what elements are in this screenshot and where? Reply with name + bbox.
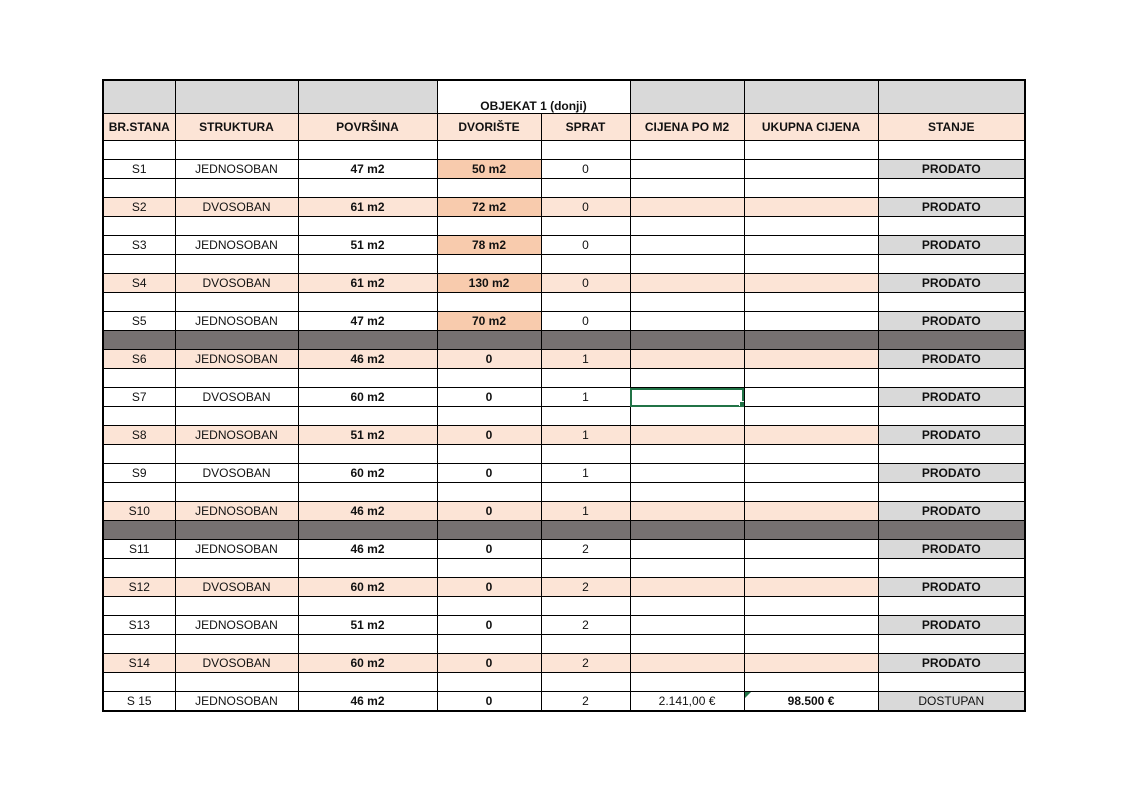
empty-cell[interactable]	[744, 521, 878, 540]
area-cell[interactable]: 60 m2	[298, 578, 437, 597]
empty-cell[interactable]	[630, 179, 744, 198]
price-per-m2-cell[interactable]	[630, 654, 744, 673]
empty-cell[interactable]	[878, 559, 1025, 578]
structure-cell[interactable]: DVOSOBAN	[175, 464, 298, 483]
empty-cell[interactable]	[437, 673, 541, 692]
floor-cell[interactable]: 1	[541, 350, 630, 369]
floor-cell[interactable]: 2	[541, 692, 630, 712]
empty-cell[interactable]	[298, 369, 437, 388]
empty-cell[interactable]	[541, 597, 630, 616]
status-cell[interactable]: PRODATO	[878, 274, 1025, 293]
empty-cell[interactable]	[437, 179, 541, 198]
table-row	[103, 236, 1025, 255]
total-price-cell[interactable]	[744, 540, 878, 559]
empty-cell[interactable]	[298, 293, 437, 312]
header-total-price[interactable]: UKUPNA CIJENA	[744, 114, 878, 141]
apartment-number-cell[interactable]: S5	[103, 312, 175, 331]
empty-cell[interactable]	[541, 635, 630, 654]
apartment-number-cell[interactable]: S3	[103, 236, 175, 255]
floor-cell[interactable]: 0	[541, 274, 630, 293]
empty-cell[interactable]	[630, 635, 744, 654]
cell[interactable]	[103, 80, 175, 114]
total-price-cell[interactable]	[744, 198, 878, 217]
status-cell[interactable]: PRODATO	[878, 540, 1025, 559]
structure-cell[interactable]: DVOSOBAN	[175, 578, 298, 597]
total-price-cell[interactable]	[744, 312, 878, 331]
empty-cell[interactable]	[437, 483, 541, 502]
empty-cell[interactable]	[103, 407, 175, 426]
empty-cell[interactable]	[541, 407, 630, 426]
floor-cell[interactable]: 0	[541, 160, 630, 179]
empty-cell[interactable]	[103, 445, 175, 464]
empty-cell[interactable]	[630, 293, 744, 312]
table-row	[103, 692, 1025, 712]
empty-cell[interactable]	[630, 521, 744, 540]
table-row	[103, 312, 1025, 331]
empty-cell[interactable]	[298, 597, 437, 616]
empty-cell[interactable]	[175, 331, 298, 350]
empty-cell[interactable]	[878, 407, 1025, 426]
empty-cell[interactable]	[298, 217, 437, 236]
apartment-number-cell[interactable]: S14	[103, 654, 175, 673]
yard-cell[interactable]: 0	[437, 388, 541, 407]
empty-cell[interactable]	[103, 217, 175, 236]
empty-cell[interactable]	[744, 407, 878, 426]
structure-cell[interactable]: JEDNOSOBAN	[175, 236, 298, 255]
spacer-row	[103, 141, 1025, 160]
status-cell[interactable]: PRODATO	[878, 502, 1025, 521]
table-row	[103, 616, 1025, 635]
spacer-row	[103, 255, 1025, 274]
price-per-m2-cell[interactable]	[630, 426, 744, 445]
structure-cell[interactable]: JEDNOSOBAN	[175, 616, 298, 635]
area-cell[interactable]: 46 m2	[298, 692, 437, 712]
price-per-m2-cell[interactable]	[630, 274, 744, 293]
empty-cell[interactable]	[744, 141, 878, 160]
apartment-table	[102, 79, 1026, 712]
empty-cell[interactable]	[878, 217, 1025, 236]
selection-fill-handle[interactable]	[739, 401, 745, 407]
empty-cell[interactable]	[298, 521, 437, 540]
header-area[interactable]: POVRŠINA	[298, 114, 437, 141]
area-cell[interactable]: 51 m2	[298, 426, 437, 445]
area-cell[interactable]: 60 m2	[298, 654, 437, 673]
empty-cell[interactable]	[175, 369, 298, 388]
spacer-row	[103, 369, 1025, 388]
empty-cell[interactable]	[878, 369, 1025, 388]
total-price-cell[interactable]	[744, 616, 878, 635]
empty-cell[interactable]	[175, 483, 298, 502]
empty-cell[interactable]	[175, 597, 298, 616]
status-cell[interactable]: PRODATO	[878, 464, 1025, 483]
spacer-row	[103, 217, 1025, 236]
area-cell[interactable]: 46 m2	[298, 540, 437, 559]
status-cell[interactable]: PRODATO	[878, 236, 1025, 255]
empty-cell[interactable]	[175, 255, 298, 274]
price-per-m2-cell[interactable]	[630, 540, 744, 559]
price-per-m2-cell[interactable]	[630, 502, 744, 521]
area-cell[interactable]: 46 m2	[298, 502, 437, 521]
empty-cell[interactable]	[744, 293, 878, 312]
floor-cell[interactable]: 1	[541, 502, 630, 521]
empty-cell[interactable]	[541, 141, 630, 160]
empty-cell[interactable]	[744, 331, 878, 350]
spacer-row	[103, 559, 1025, 578]
empty-cell[interactable]	[541, 521, 630, 540]
total-price-cell[interactable]	[744, 350, 878, 369]
area-cell[interactable]: 46 m2	[298, 350, 437, 369]
empty-cell[interactable]	[175, 559, 298, 578]
table-title[interactable]: OBJEKAT 1 (donji)	[437, 80, 630, 114]
total-price-cell[interactable]	[744, 502, 878, 521]
empty-cell[interactable]	[630, 597, 744, 616]
empty-cell[interactable]	[630, 255, 744, 274]
spacer-row	[103, 483, 1025, 502]
empty-cell[interactable]	[437, 369, 541, 388]
structure-cell[interactable]: JEDNOSOBAN	[175, 502, 298, 521]
yard-cell[interactable]: 50 m2	[437, 160, 541, 179]
table-row	[103, 578, 1025, 597]
empty-cell[interactable]	[878, 331, 1025, 350]
spacer-row	[103, 179, 1025, 198]
yard-cell[interactable]: 0	[437, 540, 541, 559]
total-price-cell[interactable]	[744, 160, 878, 179]
status-cell[interactable]: PRODATO	[878, 312, 1025, 331]
structure-cell[interactable]: JEDNOSOBAN	[175, 540, 298, 559]
empty-cell[interactable]	[103, 597, 175, 616]
header-structure[interactable]: STRUKTURA	[175, 114, 298, 141]
yard-cell[interactable]: 0	[437, 464, 541, 483]
yard-cell[interactable]: 72 m2	[437, 198, 541, 217]
floor-cell[interactable]: 0	[541, 312, 630, 331]
floor-cell[interactable]: 0	[541, 236, 630, 255]
table-row	[103, 160, 1025, 179]
price-per-m2-cell[interactable]	[630, 198, 744, 217]
table-row	[103, 502, 1025, 521]
empty-cell[interactable]	[298, 445, 437, 464]
empty-cell[interactable]	[630, 559, 744, 578]
structure-cell[interactable]: DVOSOBAN	[175, 654, 298, 673]
empty-cell[interactable]	[175, 407, 298, 426]
cell[interactable]	[744, 80, 878, 114]
apartment-number-cell[interactable]: S4	[103, 274, 175, 293]
empty-cell[interactable]	[437, 255, 541, 274]
table-row	[103, 274, 1025, 293]
empty-cell[interactable]	[103, 635, 175, 654]
structure-cell[interactable]: DVOSOBAN	[175, 198, 298, 217]
empty-cell[interactable]	[630, 673, 744, 692]
empty-cell[interactable]	[541, 293, 630, 312]
empty-cell[interactable]	[878, 293, 1025, 312]
yard-cell[interactable]: 0	[437, 426, 541, 445]
empty-cell[interactable]	[103, 293, 175, 312]
area-cell[interactable]: 61 m2	[298, 274, 437, 293]
spacer-row	[103, 445, 1025, 464]
structure-cell[interactable]: DVOSOBAN	[175, 388, 298, 407]
title-row	[103, 80, 1025, 114]
empty-cell[interactable]	[437, 407, 541, 426]
floor-cell[interactable]: 2	[541, 540, 630, 559]
empty-cell[interactable]	[541, 331, 630, 350]
status-cell[interactable]: PRODATO	[878, 578, 1025, 597]
area-cell[interactable]: 47 m2	[298, 312, 437, 331]
empty-cell[interactable]	[878, 179, 1025, 198]
empty-cell[interactable]	[630, 331, 744, 350]
total-price-cell[interactable]	[744, 274, 878, 293]
status-cell[interactable]: PRODATO	[878, 350, 1025, 369]
cell[interactable]	[298, 80, 437, 114]
empty-cell[interactable]	[541, 255, 630, 274]
empty-cell[interactable]	[298, 407, 437, 426]
floor-cell[interactable]: 2	[541, 578, 630, 597]
empty-cell[interactable]	[878, 445, 1025, 464]
empty-cell[interactable]	[298, 255, 437, 274]
empty-cell[interactable]	[437, 293, 541, 312]
empty-cell[interactable]	[744, 597, 878, 616]
structure-cell[interactable]: JEDNOSOBAN	[175, 692, 298, 712]
empty-cell[interactable]	[630, 369, 744, 388]
empty-cell[interactable]	[744, 483, 878, 502]
total-price-cell[interactable]	[744, 578, 878, 597]
total-price-cell[interactable]	[744, 426, 878, 445]
status-cell[interactable]: PRODATO	[878, 160, 1025, 179]
floor-cell[interactable]: 1	[541, 388, 630, 407]
apartment-number-cell[interactable]: S6	[103, 350, 175, 369]
empty-cell[interactable]	[541, 559, 630, 578]
empty-cell[interactable]	[103, 369, 175, 388]
empty-cell[interactable]	[744, 673, 878, 692]
price-per-m2-cell[interactable]	[630, 160, 744, 179]
spacer-row	[103, 635, 1025, 654]
price-per-m2-cell[interactable]	[630, 578, 744, 597]
area-cell[interactable]: 60 m2	[298, 388, 437, 407]
yard-cell[interactable]: 0	[437, 616, 541, 635]
cell[interactable]	[175, 80, 298, 114]
empty-cell[interactable]	[878, 635, 1025, 654]
empty-cell[interactable]	[744, 217, 878, 236]
status-cell[interactable]: DOSTUPAN	[878, 692, 1025, 712]
empty-cell[interactable]	[630, 445, 744, 464]
area-cell[interactable]: 60 m2	[298, 464, 437, 483]
spacer-row	[103, 293, 1025, 312]
empty-cell[interactable]	[103, 559, 175, 578]
total-price-cell[interactable]	[744, 464, 878, 483]
apartment-number-cell[interactable]: S9	[103, 464, 175, 483]
floor-cell[interactable]: 2	[541, 654, 630, 673]
empty-cell[interactable]	[437, 559, 541, 578]
price-per-m2-cell[interactable]: 2.141,00 €	[630, 692, 744, 712]
empty-cell[interactable]	[298, 559, 437, 578]
apartment-number-cell[interactable]: S7	[103, 388, 175, 407]
empty-cell[interactable]	[298, 635, 437, 654]
table-row	[103, 654, 1025, 673]
empty-cell[interactable]	[878, 141, 1025, 160]
table-row	[103, 198, 1025, 217]
status-cell[interactable]: PRODATO	[878, 654, 1025, 673]
empty-cell[interactable]	[437, 635, 541, 654]
empty-cell[interactable]	[103, 179, 175, 198]
structure-cell[interactable]: JEDNOSOBAN	[175, 312, 298, 331]
empty-cell[interactable]	[298, 673, 437, 692]
yard-cell[interactable]: 0	[437, 692, 541, 712]
area-cell[interactable]: 47 m2	[298, 160, 437, 179]
header-row	[103, 114, 1025, 141]
price-per-m2-cell[interactable]	[630, 312, 744, 331]
empty-cell[interactable]	[744, 635, 878, 654]
empty-cell[interactable]	[630, 141, 744, 160]
empty-cell[interactable]	[744, 445, 878, 464]
apartment-number-cell[interactable]: S13	[103, 616, 175, 635]
yard-cell[interactable]: 0	[437, 578, 541, 597]
table-row	[103, 388, 1025, 407]
yard-cell[interactable]: 130 m2	[437, 274, 541, 293]
cell[interactable]	[878, 80, 1025, 114]
floor-cell[interactable]: 1	[541, 464, 630, 483]
empty-cell[interactable]	[630, 483, 744, 502]
empty-cell[interactable]	[541, 673, 630, 692]
empty-cell[interactable]	[298, 331, 437, 350]
empty-cell[interactable]	[298, 483, 437, 502]
area-cell[interactable]: 51 m2	[298, 616, 437, 635]
yard-cell[interactable]: 0	[437, 654, 541, 673]
total-price-cell[interactable]	[744, 388, 878, 407]
empty-cell[interactable]	[437, 521, 541, 540]
table-row	[103, 426, 1025, 445]
total-price-cell[interactable]	[744, 236, 878, 255]
spacer-row	[103, 407, 1025, 426]
floor-separator-row	[103, 331, 1025, 350]
empty-cell[interactable]	[103, 255, 175, 274]
empty-cell[interactable]	[744, 559, 878, 578]
apartment-number-cell[interactable]: S11	[103, 540, 175, 559]
header-apartment-number[interactable]: BR.STANA	[103, 114, 175, 141]
empty-cell[interactable]	[175, 141, 298, 160]
structure-cell[interactable]: JEDNOSOBAN	[175, 160, 298, 179]
empty-cell[interactable]	[298, 179, 437, 198]
empty-cell[interactable]	[103, 331, 175, 350]
empty-cell[interactable]	[744, 255, 878, 274]
empty-cell[interactable]	[175, 521, 298, 540]
yard-cell[interactable]: 78 m2	[437, 236, 541, 255]
empty-cell[interactable]	[541, 217, 630, 236]
floor-cell[interactable]: 1	[541, 426, 630, 445]
empty-cell[interactable]	[437, 597, 541, 616]
status-cell[interactable]: PRODATO	[878, 388, 1025, 407]
empty-cell[interactable]	[541, 445, 630, 464]
apartment-number-cell[interactable]: S2	[103, 198, 175, 217]
area-cell[interactable]: 51 m2	[298, 236, 437, 255]
structure-cell[interactable]: DVOSOBAN	[175, 274, 298, 293]
yard-cell[interactable]: 0	[437, 502, 541, 521]
empty-cell[interactable]	[437, 141, 541, 160]
empty-cell[interactable]	[298, 141, 437, 160]
empty-cell[interactable]	[878, 521, 1025, 540]
empty-cell[interactable]	[630, 217, 744, 236]
area-cell[interactable]: 61 m2	[298, 198, 437, 217]
empty-cell[interactable]	[437, 445, 541, 464]
yard-cell[interactable]: 70 m2	[437, 312, 541, 331]
empty-cell[interactable]	[175, 217, 298, 236]
empty-cell[interactable]	[103, 483, 175, 502]
header-status[interactable]: STANJE	[878, 114, 1025, 141]
yard-cell[interactable]: 0	[437, 350, 541, 369]
total-price-cell[interactable]	[744, 654, 878, 673]
status-cell[interactable]: PRODATO	[878, 198, 1025, 217]
empty-cell[interactable]	[541, 369, 630, 388]
price-per-m2-cell[interactable]	[630, 464, 744, 483]
empty-cell[interactable]	[878, 673, 1025, 692]
empty-cell[interactable]	[103, 673, 175, 692]
price-per-m2-cell[interactable]	[630, 236, 744, 255]
table-row	[103, 464, 1025, 483]
floor-cell[interactable]: 2	[541, 616, 630, 635]
status-cell[interactable]: PRODATO	[878, 426, 1025, 445]
table-row	[103, 350, 1025, 369]
empty-cell[interactable]	[175, 635, 298, 654]
empty-cell[interactable]	[878, 255, 1025, 274]
empty-cell[interactable]	[175, 179, 298, 198]
structure-cell[interactable]: JEDNOSOBAN	[175, 350, 298, 369]
empty-cell[interactable]	[541, 179, 630, 198]
price-per-m2-cell[interactable]	[630, 388, 744, 407]
empty-cell[interactable]	[744, 179, 878, 198]
structure-cell[interactable]: JEDNOSOBAN	[175, 426, 298, 445]
spacer-row	[103, 597, 1025, 616]
price-per-m2-cell[interactable]	[630, 350, 744, 369]
empty-cell[interactable]	[541, 483, 630, 502]
floor-separator-row	[103, 521, 1025, 540]
header-price-per-m2[interactable]: CIJENA PO M2	[630, 114, 744, 141]
empty-cell[interactable]	[103, 521, 175, 540]
empty-cell[interactable]	[744, 369, 878, 388]
apartment-number-cell[interactable]: S 15	[103, 692, 175, 712]
empty-cell[interactable]	[103, 141, 175, 160]
empty-cell[interactable]	[630, 407, 744, 426]
empty-cell[interactable]	[175, 445, 298, 464]
cell[interactable]	[630, 80, 744, 114]
empty-cell[interactable]	[437, 217, 541, 236]
floor-cell[interactable]: 0	[541, 198, 630, 217]
empty-cell[interactable]	[175, 293, 298, 312]
empty-cell[interactable]	[878, 597, 1025, 616]
header-yard[interactable]: DVORIŠTE	[437, 114, 541, 141]
header-floor[interactable]: SPRAT	[541, 114, 630, 141]
apartment-number-cell[interactable]: S10	[103, 502, 175, 521]
spacer-row	[103, 673, 1025, 692]
apartment-number-cell[interactable]: S12	[103, 578, 175, 597]
total-price-cell[interactable]: 98.500 €	[744, 692, 878, 712]
apartment-number-cell[interactable]: S8	[103, 426, 175, 445]
status-cell[interactable]: PRODATO	[878, 616, 1025, 635]
empty-cell[interactable]	[437, 331, 541, 350]
formula-warning-icon	[745, 692, 751, 698]
price-per-m2-cell[interactable]	[630, 616, 744, 635]
empty-cell[interactable]	[878, 483, 1025, 502]
empty-cell[interactable]	[175, 673, 298, 692]
table-row	[103, 540, 1025, 559]
apartment-number-cell[interactable]: S1	[103, 160, 175, 179]
